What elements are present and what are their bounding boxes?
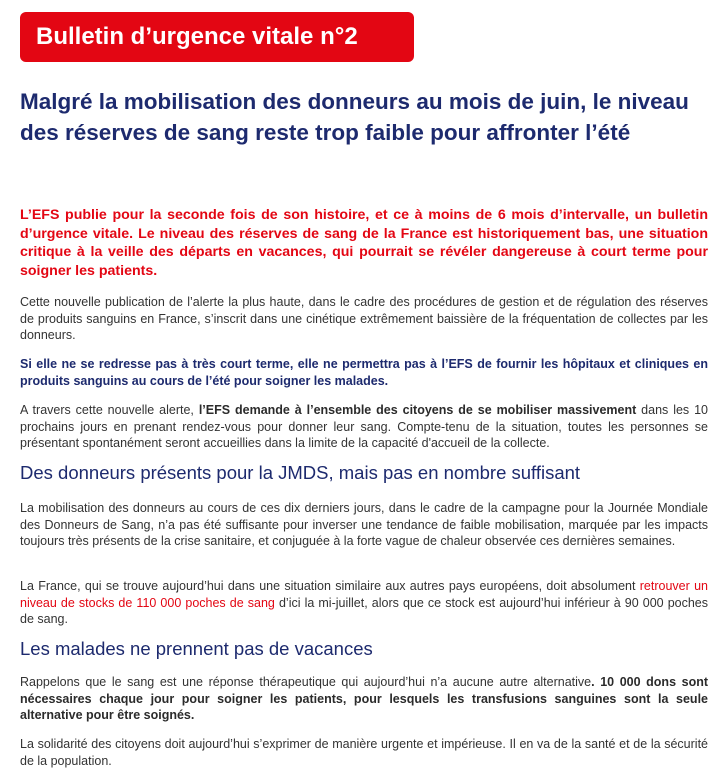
paragraph-6-emphasis: . 10 000 dons sont nécessaires chaque jour pour soigner les patients, pour lesquels les transfusions sanguines sont la seule alternative pour être soignés. (20, 675, 709, 722)
paragraph-3-text-start: A travers cette nouvelle alerte, (20, 403, 199, 417)
body-paragraph-5 (20, 578, 708, 628)
body-paragraph-1: Cette nouvelle publication de l’alerte la plus haute, dans le cadre des procédures de gestion et de régulation des réserves de produits sanguins en France, s’inscrit dans une cinétique extrêmement baissière de la fréquentation de collectes par les donneurs. (20, 295, 708, 342)
paragraph-5-text-start: La France, qui se trouve aujourd’hui dans une situation similaire aux autres pays européens, doit absolument (20, 579, 640, 593)
paragraph-3-emphasis: l’EFS demande à l’ensemble des citoyens de se mobiliser massivement (198, 403, 637, 417)
paragraph-5-text-end: d’ici la mi-juillet, alors que ce stock est aujourd’hui inférieur à 90 000 poches de sang. (20, 595, 709, 626)
paragraph-6-text-start: Rappelons que le sang est une réponse thérapeutique qui aujourd’hui n’a aucune autre alternative (20, 675, 592, 689)
lead-paragraph: L’EFS publie pour la seconde fois de son histoire, et ce à moins de 6 mois d’intervalle, un bulletin d’urgence vitale. Le niveau des réserves de sang de la France est historiquement bas, une situation critique à la veille des départs en vacances, qui pourrait se révéler dangereuse à court terme pour soigner les patients. (20, 207, 708, 279)
body-paragraph-2-bold: Si elle ne se redresse pas à très court terme, elle ne permettra pas à l’EFS de fournir les hôpitaux et cliniques en produits sanguins au cours de l’été pour soigner les malades. (20, 357, 708, 388)
section-heading-jmds: Des donneurs présents pour la JMDS, mais pas en nombre suffisant (20, 462, 581, 483)
body-paragraph-7: La solidarité des citoyens doit aujourd’hui s’exprimer de manière urgente et impérieuse. Il en va de la santé et de la sécurité de la population. (20, 737, 708, 768)
page-title: Malgré la mobilisation des donneurs au mois de juin, le niveau des réserves de sang reste trop faible pour affronter l’été (20, 89, 689, 145)
stock-target-highlight: retrouver un niveau de stocks de 110 000 poches de sang (20, 579, 708, 610)
paragraph-3-text-end: dans les 10 prochains jours en prenant rendez-vous pour donner leur sang. Compte-tenu de la situation, toutes les personnes se présentant spontanément seront accueillies dans la limite de la capacité d'accueil de la collecte. (20, 403, 708, 450)
bulletin-badge: Bulletin d’urgence vitale n°2 (20, 12, 414, 62)
section-heading-malades: Les malades ne prennent pas de vacances (20, 638, 373, 659)
body-paragraph-6 (20, 674, 708, 724)
body-paragraph-3 (20, 402, 708, 452)
body-paragraph-4: La mobilisation des donneurs au cours de ces dix derniers jours, dans le cadre de la campagne pour la Journée Mondiale des Donneurs de Sang, n’a pas été suffisante pour inverser une tendance de faible mobilisation, marquée par les impacts toujours très présents de la crise sanitaire, et conjuguée à la forte vague de chaleur observée ces dernières semaines. (20, 501, 708, 548)
